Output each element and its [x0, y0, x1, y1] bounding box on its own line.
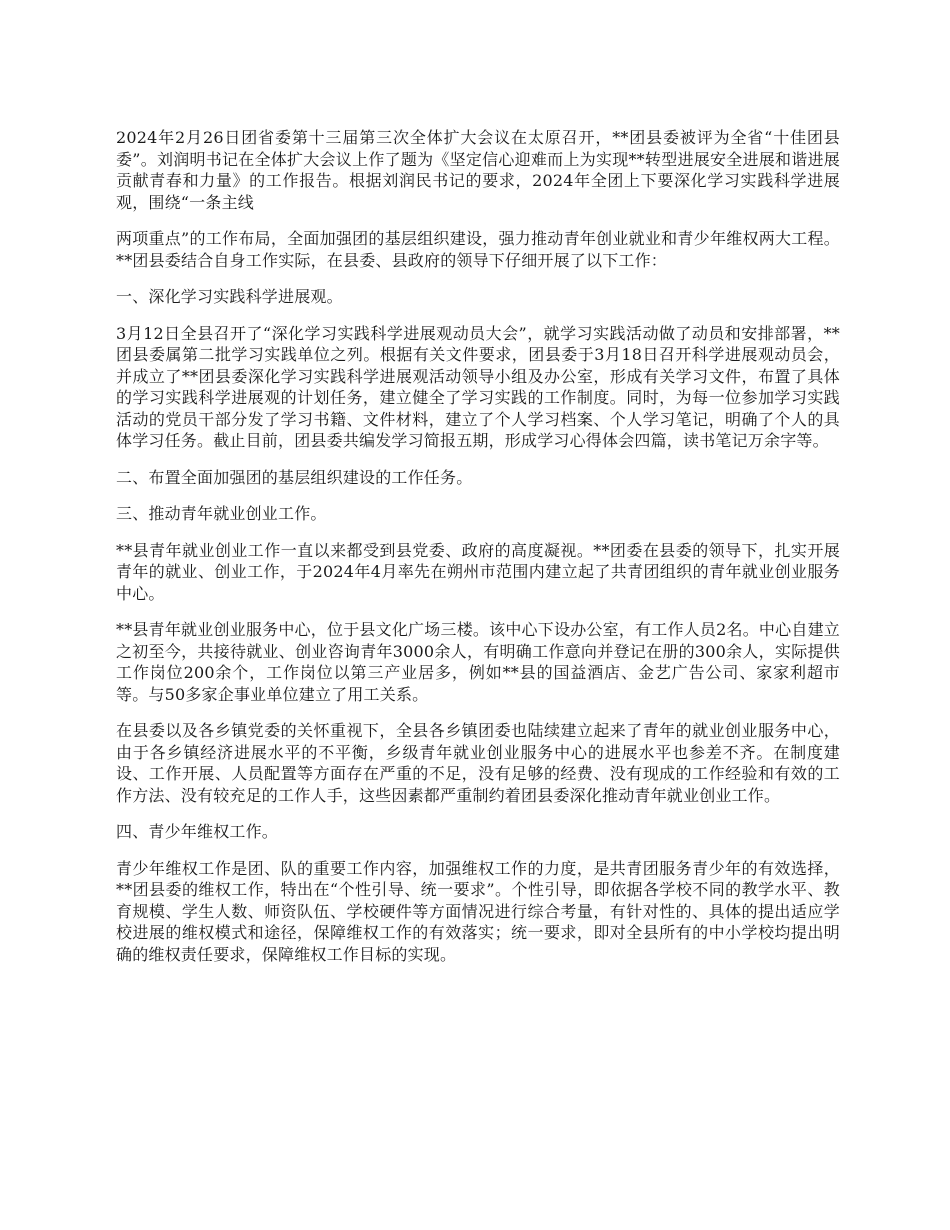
- section-heading-4: 四、青少年维权工作。: [116, 822, 279, 841]
- document-page: [116, 127, 840, 980]
- intro-paragraph: 2024年2月26日团省委第十三届第三次全体扩大会议在太原召开，**团县委被评为全省“十佳团县委”。刘润明书记在全体扩大会议上作了题为《坚定信心迎难而上为实现**转型进展安全进展和谐进展贡献青春和力量》的工作报告。根据刘润民书记的要求，2024年全团上下要深化学习实践科学进展观，围绕“一条主线: [116, 128, 840, 212]
- study-practice-paragraph: 3月12日全县召开了“深化学习实践科学进展观动员大会”，就学习实践活动做了动员和安排部署，**团县委属第二批学习实践单位之列。根据有关文件要求，团县委于3月18日召开科学进展观动员会，并成立了**团县委深化学习实践科学进展观活动领导小组及办公室，形成有关学习文件，布置了具体的学习实践科学进展观的计划任务，建立健全了学习实践的工作制度。同时，为每一位参加学习实践活动的党员干部分发了学习书籍、文件材料，建立了个人学习档案、个人学习笔记，明确了个人的具体学习任务。截止目前，团县委共编发学习简报五期，形成学习心得体会四篇，读书笔记万余字等。: [116, 323, 840, 450]
- section-heading-1: 一、深化学习实践科学进展观。: [116, 287, 343, 306]
- section-heading-3: 三、推动青年就业创业工作。: [116, 504, 327, 523]
- township-paragraph: 在县委以及各乡镇党委的关怀重视下，全县各乡镇团委也陆续建立起来了青年的就业创业服务中心，由于各乡镇经济进展水平的不平衡，乡级青年就业创业服务中心的进展水平也参差不齐。在制度建设、工作开展、人员配置等方面存在严重的不足，没有足够的经费、没有现成的工作经验和有效的工作方法、没有较充足的工作人手，这些因素都严重制约着团县委深化推动青年就业创业工作。: [116, 721, 840, 805]
- service-center-paragraph: **县青年就业创业服务中心，位于县文化广场三楼。该中心下设办公室，有工作人员2名。中心自建立之初至今，共接待就业、创业咨询青年3000余人，有明确工作意向并登记在册的300余人，实际提供工作岗位200余个，工作岗位以第三产业居多，例如**县的国益酒店、金艺广告公司、家家利超市等。与50多家企事业单位建立了用工关系。: [116, 620, 840, 704]
- employment-paragraph: **县青年就业创业工作一直以来都受到县党委、政府的高度凝视。**团委在县委的领导下，扎实开展青年的就业、创业工作，于2024年4月率先在朔州市范围内建立起了共青团组织的青年就业创业服务中心。: [116, 540, 840, 603]
- rights-protection-paragraph: 青少年维权工作是团、队的重要工作内容，加强维权工作的力度，是共青团服务青少年的有效选择，**团县委的维权工作，特出在“个性引导、统一要求”。个性引导，即依据各学校不同的教学水平、教育规模、学生人数、师资队伍、学校硬件等方面情况进行综合考量，有针对性的、具体的提出适应学校进展的维权模式和途径，保障维权工作的有效落实；统一要求，即对全县所有的中小学校均提出明确的维权责任要求，保障维权工作目标的实现。: [116, 858, 840, 964]
- section-heading-2: 二、布置全面加强团的基层组织建设的工作任务。: [116, 467, 473, 487]
- work-layout-paragraph: 两项重点”的工作布局，全面加强团的基层组织建设，强力推动青年创业就业和青少年维权两大工程。**团县委结合自身工作实际，在县委、县政府的领导下仔细开展了以下工作：: [116, 229, 840, 270]
